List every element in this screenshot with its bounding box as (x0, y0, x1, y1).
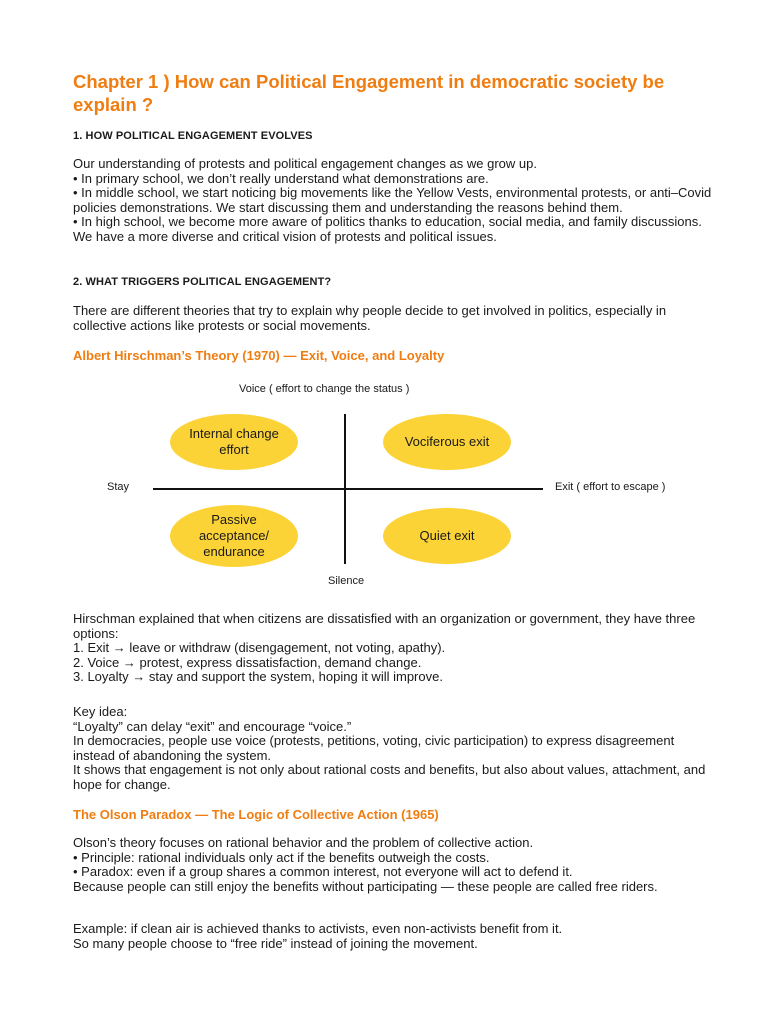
axis-label-exit: Exit ( effort to escape ) (555, 481, 666, 493)
section2-intro: There are different theories that try to explain why people decide to get involved in politics, especially in collective actions like protests or social movements. (73, 303, 667, 333)
key-idea-label: Key idea: (73, 704, 128, 719)
bullet-paradox: • Paradox: even if a group shares a common interest, not everyone will act to defend it. (73, 864, 573, 880)
paragraph-line: Example: if clean air is achieved thanks to activists, even non-activists benefit from it. (73, 921, 563, 936)
bullet-primary: • In primary school, we don’t really understand what demonstrations are. (73, 170, 489, 186)
olson-heading: The Olson Paradox — The Logic of Collective Action (1965) (73, 807, 439, 822)
paragraph-line: It shows that engagement is not only about rational costs and benefits, but also about values, attachment, and hope for change. (73, 762, 706, 792)
olson-body (73, 836, 713, 894)
quadrant-internal-change-effort: Internal change effort (170, 414, 298, 470)
horizontal-axis (153, 488, 543, 490)
paragraph-line: “Loyalty” can delay “exit” and encourage “voice.” (73, 718, 352, 734)
paragraph-line: Because people can still enjoy the benefits without participating — these people are called free riders. (73, 878, 658, 894)
paragraph-line: Hirschman explained that when citizens are dissatisfied with an organization or government, they have three options: (73, 611, 696, 641)
axis-label-silence: Silence (328, 575, 365, 587)
olson-example (73, 922, 713, 951)
section1-body (73, 157, 713, 245)
hirschman-options (73, 612, 713, 685)
vertical-axis (344, 414, 346, 564)
bullet-high: • In high school, we become more aware of politics thanks to education, social media, and family discussions. We have a more diverse and critical vision of protests and political issues. (73, 214, 702, 244)
bullet-principle: • Principle: rational individuals only act if the benefits outweigh the costs. (73, 849, 490, 865)
paragraph-line: Our understanding of protests and political engagement changes as we grow up. (73, 156, 537, 171)
option-voice: 2. Voice → protest, express dissatisfaction, demand change. (73, 654, 422, 670)
hirschman-key-idea (73, 705, 713, 793)
axis-label-voice: Voice ( effort to change the status ) (239, 383, 410, 395)
section-heading-triggers: 2. WHAT TRIGGERS POLITICAL ENGAGEMENT? (73, 276, 332, 288)
axis-label-stay: Stay (107, 481, 130, 493)
quadrant-passive-acceptance: Passive acceptance/ endurance (170, 505, 298, 567)
bullet-middle: • In middle school, we start noticing big movements like the Yellow Vests, environmental protests, or anti–Covid policies demonstrations. We start discussing them and understanding the reasons behind them. (73, 185, 712, 215)
option-exit: 1. Exit → leave or withdraw (disengagement, not voting, apathy). (73, 640, 446, 656)
quadrant-vociferous-exit: Vociferous exit (383, 414, 511, 470)
paragraph-line: Olson’s theory focuses on rational behavior and the problem of collective action. (73, 835, 534, 850)
paragraph-line: So many people choose to “free ride” instead of joining the movement. (73, 935, 478, 951)
paragraph-line: In democracies, people use voice (protests, petitions, voting, civic participation) to express disagreement instead of abandoning the system. (73, 733, 675, 763)
option-loyalty: 3. Loyalty → stay and support the system, hoping it will improve. (73, 669, 443, 685)
hirschman-heading: Albert Hirschman’s Theory (1970) — Exit, Voice, and Loyalty (73, 348, 445, 363)
section-heading-evolves: 1. HOW POLITICAL ENGAGEMENT EVOLVES (73, 130, 313, 142)
chapter-title: Chapter 1 ) How can Political Engagement in democratic society be explain ? (73, 71, 665, 115)
quadrant-quiet-exit: Quiet exit (383, 508, 511, 564)
